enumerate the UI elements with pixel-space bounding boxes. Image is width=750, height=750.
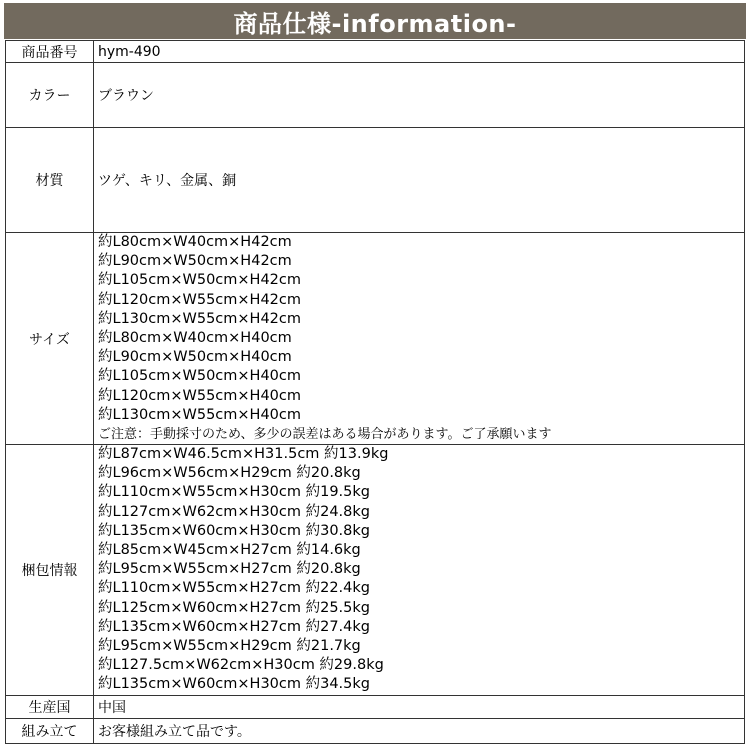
size-line: 約L80cm×W40cm×H42cm — [98, 234, 292, 250]
row-size — [6, 233, 745, 445]
origin-label: 生産国 — [6, 695, 94, 718]
packing-line: 約L95cm×W55cm×H29cm 約21.7kg — [98, 637, 361, 654]
material-label: 材質 — [6, 128, 94, 233]
packing-line: 約L110cm×W55cm×H30cm 約19.5kg — [98, 484, 370, 501]
size-values — [94, 233, 745, 445]
row-packing — [6, 445, 745, 695]
packing-line: 約L135cm×W60cm×H30cm 約34.5kg — [98, 676, 370, 693]
packing-line: 約L135cm×W60cm×H30cm 約30.8kg — [98, 522, 370, 539]
size-line: 約L120cm×W55cm×H40cm — [98, 387, 301, 404]
packing-line: 約L125cm×W60cm×H27cm 約25.5kg — [98, 599, 370, 616]
color-value: ブラウン — [94, 63, 745, 128]
size-line: 約L80cm×W40cm×H40cm — [98, 329, 292, 346]
color-label: カラー — [6, 63, 94, 128]
packing-line: 約L95cm×W55cm×H27cm 約20.8kg — [98, 561, 361, 578]
size-line: 約L105cm×W50cm×H40cm — [98, 368, 301, 385]
size-line: 約L130cm×W55cm×H42cm — [98, 310, 301, 327]
size-note: ご注意：手動採寸のため、多少の誤差はある場合があります。ご了承願います — [98, 426, 552, 442]
packing-line: 約L127cm×W62cm×H30cm 約24.8kg — [98, 503, 370, 520]
row-product-number — [6, 41, 745, 63]
material-value: ツゲ、キリ、金属、銅 — [94, 128, 745, 233]
size-label: サイズ — [6, 233, 94, 445]
row-assembly — [6, 718, 745, 743]
spec-header — [4, 3, 746, 39]
origin-value: 中国 — [94, 695, 745, 718]
packing-line: 約L135cm×W60cm×H27cm 約27.4kg — [98, 618, 370, 635]
assembly-label: 組み立て — [6, 718, 94, 743]
size-line: 約L120cm×W55cm×H42cm — [98, 291, 301, 308]
packing-line: 約L87cm×W46.5cm×H31.5cm 約13.9kg — [98, 446, 389, 463]
size-line: 約L90cm×W50cm×H42cm — [98, 253, 292, 270]
packing-label: 梱包情報 — [6, 445, 94, 695]
assembly-value: お客様組み立て品です。 — [94, 718, 745, 743]
row-origin — [6, 695, 745, 718]
packing-line: 約L110cm×W55cm×H27cm 約22.4kg — [98, 580, 370, 597]
size-line: 約L90cm×W50cm×H40cm — [98, 349, 292, 366]
row-color — [6, 63, 745, 128]
spec-title: 商品仕様-information- — [233, 9, 517, 38]
spec-table — [5, 40, 745, 744]
size-line: 約L105cm×W50cm×H42cm — [98, 272, 301, 289]
size-line: 約L130cm×W55cm×H40cm — [98, 406, 301, 423]
packing-line: 約L127.5cm×W62cm×H30cm 約29.8kg — [98, 657, 384, 674]
packing-values — [94, 445, 745, 695]
product-number-label: 商品番号 — [6, 41, 94, 63]
packing-line: 約L85cm×W45cm×H27cm 約14.6kg — [98, 542, 361, 558]
product-number-value: hym-490 — [94, 41, 745, 63]
packing-line: 約L96cm×W56cm×H29cm 約20.8kg — [98, 465, 361, 482]
row-material — [6, 128, 745, 233]
